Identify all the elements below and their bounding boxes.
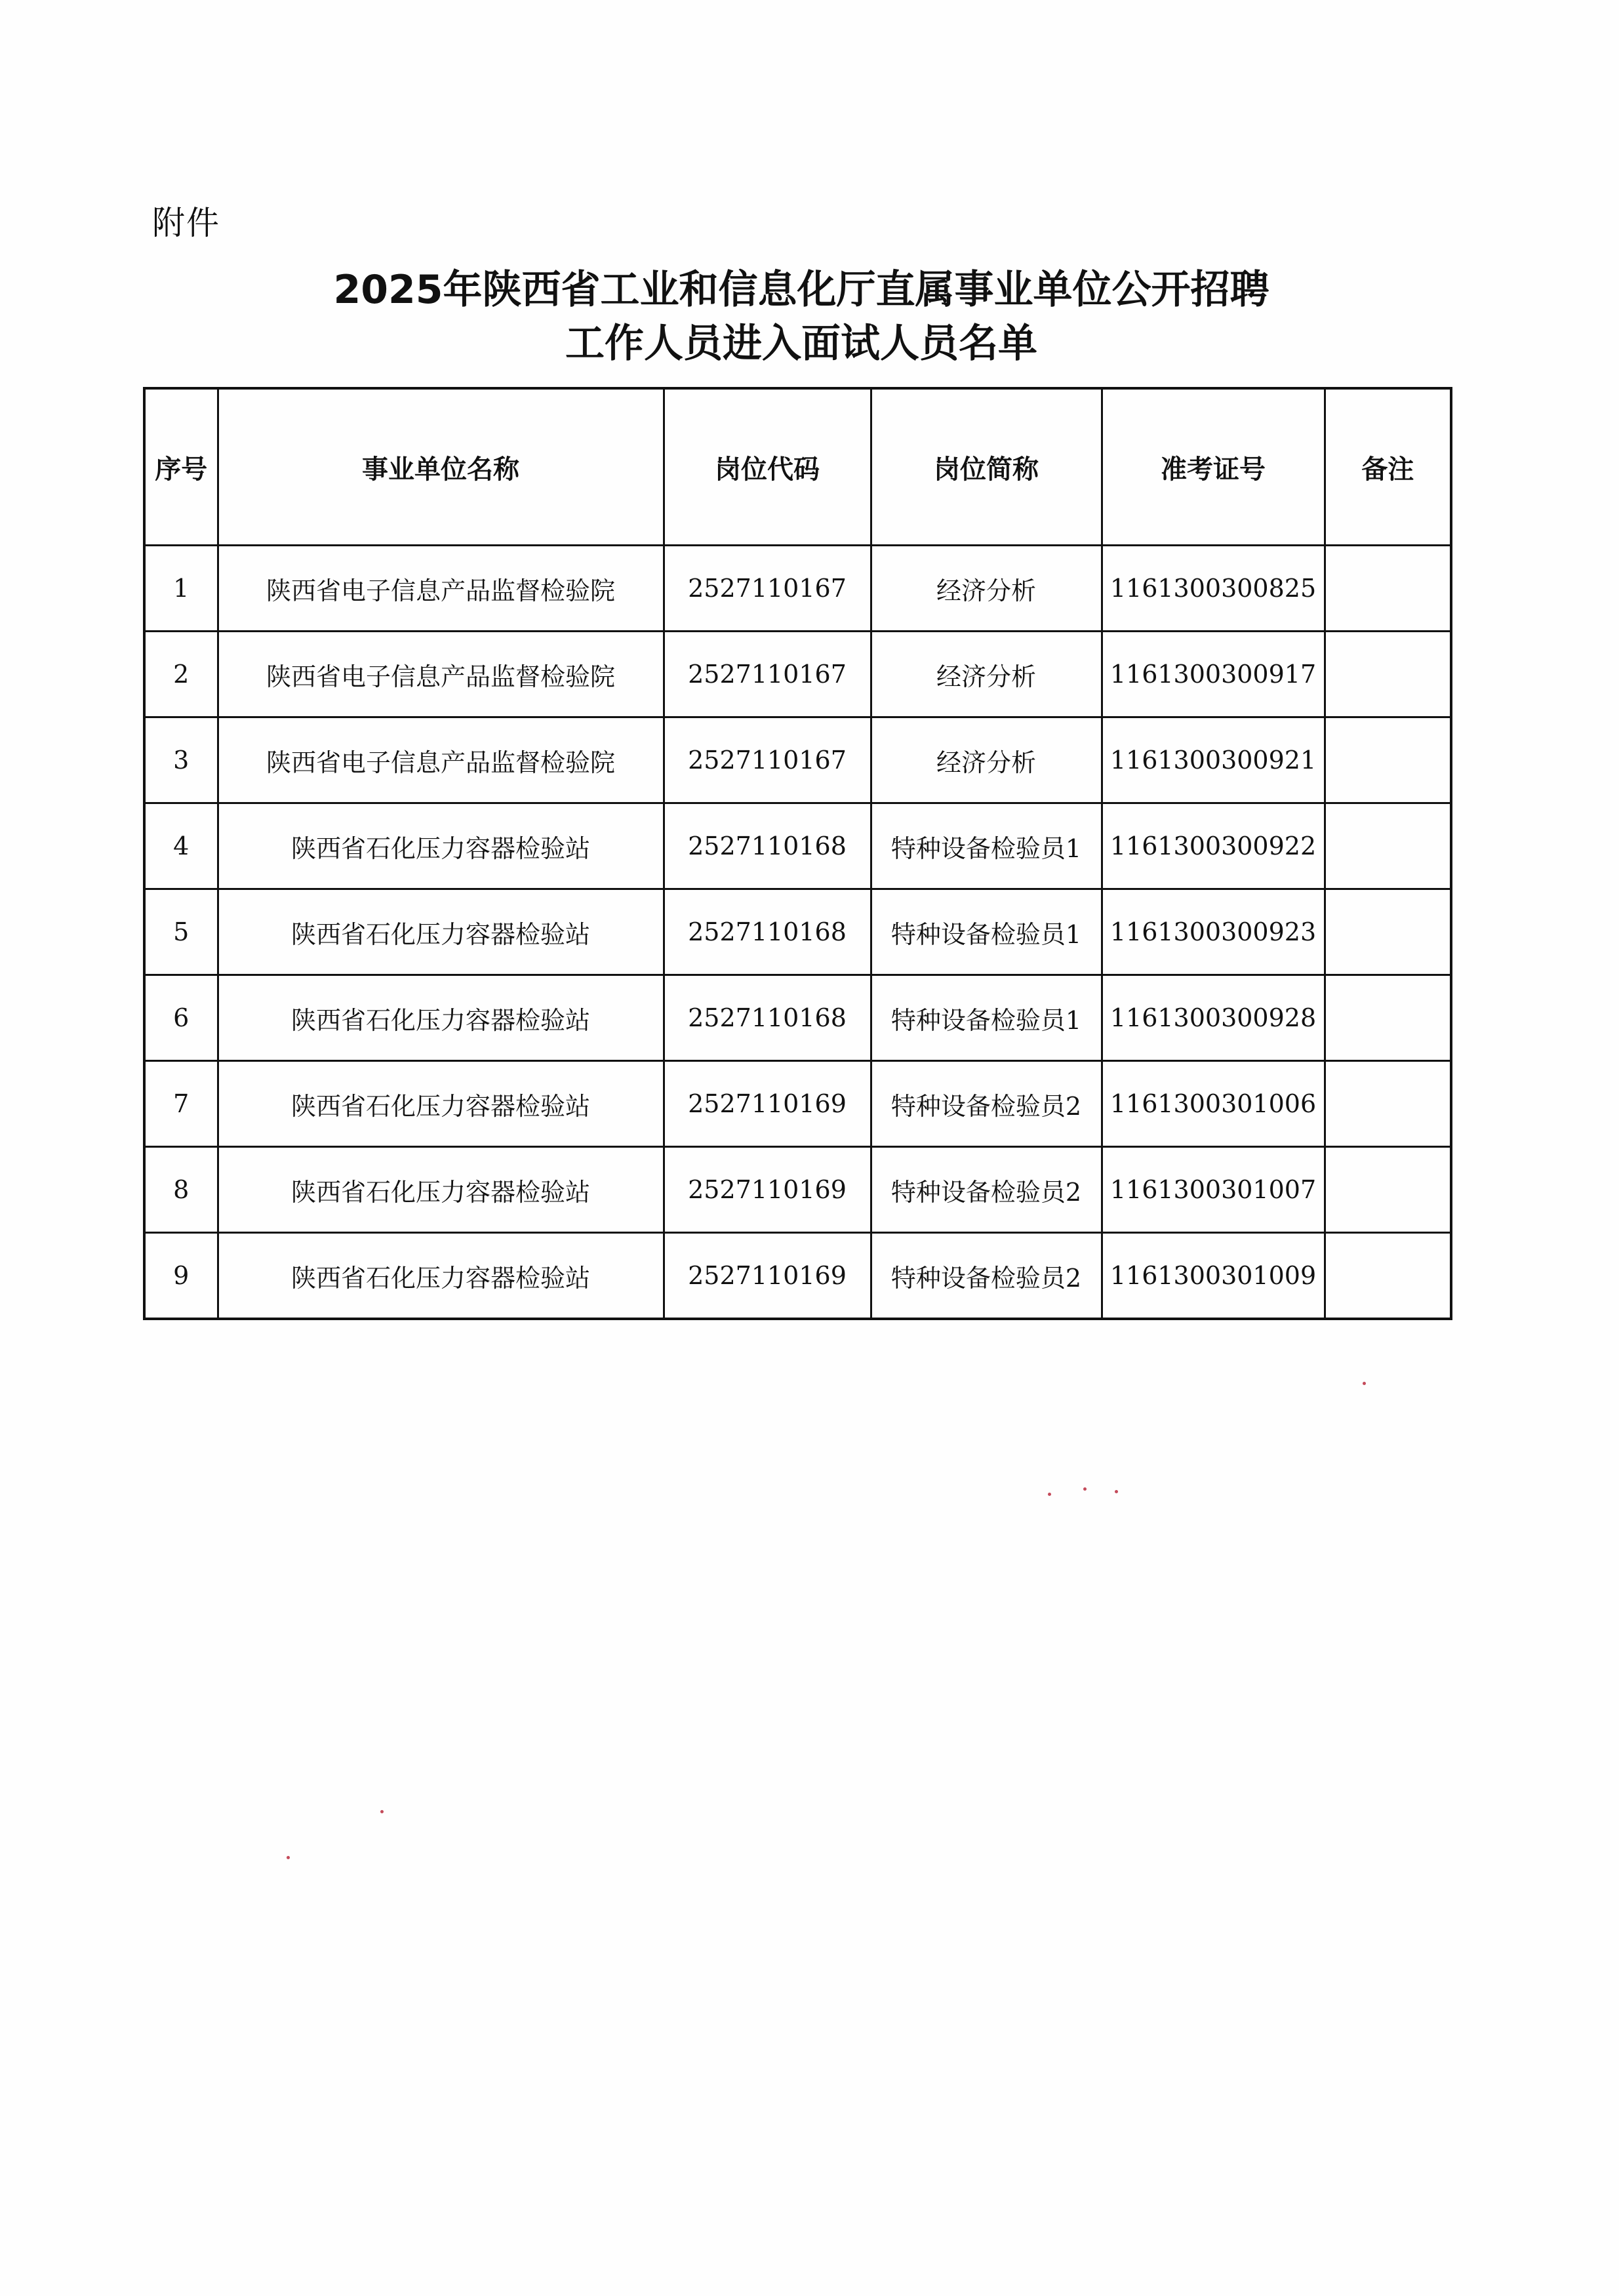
cell-ticket: 1161300300928 [1102, 975, 1325, 1061]
table-row [144, 1233, 1451, 1319]
cell-name: 经济分析 [871, 546, 1102, 632]
cell-code: 2527110167 [664, 632, 871, 717]
cell-note [1325, 1147, 1451, 1233]
table-row [144, 889, 1451, 975]
cell-note [1325, 1233, 1451, 1319]
cell-name: 特种设备检验员1 [871, 975, 1102, 1061]
header-note: 备注 [1325, 388, 1451, 546]
cell-no: 1 [144, 546, 218, 632]
attachment-label: 附件 [152, 204, 220, 242]
cell-name: 经济分析 [871, 717, 1102, 803]
cell-code: 2527110168 [664, 803, 871, 889]
scan-speck [287, 1856, 290, 1859]
cell-ticket: 1161300301009 [1102, 1233, 1325, 1319]
cell-unit: 陕西省石化压力容器检验站 [218, 975, 664, 1061]
table-row [144, 546, 1451, 632]
scan-speck [1048, 1493, 1051, 1496]
table-row [144, 1061, 1451, 1147]
cell-note [1325, 1061, 1451, 1147]
cell-ticket: 1161300300825 [1102, 546, 1325, 632]
cell-ticket: 1161300300921 [1102, 717, 1325, 803]
cell-ticket: 1161300300917 [1102, 632, 1325, 717]
table-row [144, 803, 1451, 889]
cell-note [1325, 717, 1451, 803]
cell-unit: 陕西省石化压力容器检验站 [218, 1061, 664, 1147]
cell-code: 2527110169 [664, 1061, 871, 1147]
table-row [144, 1147, 1451, 1233]
cell-code: 2527110167 [664, 717, 871, 803]
cell-no: 6 [144, 975, 218, 1061]
cell-ticket: 1161300300922 [1102, 803, 1325, 889]
cell-unit: 陕西省电子信息产品监督检验院 [218, 546, 664, 632]
scan-speck [1363, 1382, 1366, 1385]
scan-speck [1083, 1487, 1087, 1491]
cell-ticket: 1161300300923 [1102, 889, 1325, 975]
cell-code: 2527110167 [664, 546, 871, 632]
cell-no: 9 [144, 1233, 218, 1319]
header-name: 岗位简称 [871, 388, 1102, 546]
cell-name: 特种设备检验员1 [871, 803, 1102, 889]
table-row [144, 717, 1451, 803]
interview-roster-table [143, 387, 1452, 1320]
table-row [144, 975, 1451, 1061]
header-unit: 事业单位名称 [218, 388, 664, 546]
cell-unit: 陕西省电子信息产品监督检验院 [218, 717, 664, 803]
cell-no: 2 [144, 632, 218, 717]
cell-code: 2527110169 [664, 1147, 871, 1233]
cell-name: 特种设备检验员1 [871, 889, 1102, 975]
cell-name: 特种设备检验员2 [871, 1061, 1102, 1147]
cell-no: 8 [144, 1147, 218, 1233]
cell-no: 3 [144, 717, 218, 803]
cell-unit: 陕西省石化压力容器检验站 [218, 889, 664, 975]
scan-speck [380, 1810, 384, 1813]
cell-name: 特种设备检验员2 [871, 1233, 1102, 1319]
cell-unit: 陕西省石化压力容器检验站 [218, 1147, 664, 1233]
scan-speck [1115, 1490, 1118, 1493]
table-row [144, 632, 1451, 717]
cell-unit: 陕西省电子信息产品监督检验院 [218, 632, 664, 717]
cell-note [1325, 975, 1451, 1061]
cell-code: 2527110169 [664, 1233, 871, 1319]
document-title-line-1: 2025年陕西省工业和信息化厅直属事业单位公开招聘 [333, 267, 1269, 313]
cell-note [1325, 546, 1451, 632]
cell-ticket: 1161300301007 [1102, 1147, 1325, 1233]
header-no: 序号 [144, 388, 218, 546]
cell-no: 4 [144, 803, 218, 889]
cell-unit: 陕西省石化压力容器检验站 [218, 803, 664, 889]
header-ticket: 准考证号 [1102, 388, 1325, 546]
cell-no: 7 [144, 1061, 218, 1147]
cell-no: 5 [144, 889, 218, 975]
cell-ticket: 1161300301006 [1102, 1061, 1325, 1147]
cell-unit: 陕西省石化压力容器检验站 [218, 1233, 664, 1319]
cell-note [1325, 889, 1451, 975]
document-title-line-2: 工作人员进入面试人员名单 [565, 321, 1037, 367]
header-code: 岗位代码 [664, 388, 871, 546]
cell-name: 特种设备检验员2 [871, 1147, 1102, 1233]
cell-name: 经济分析 [871, 632, 1102, 717]
table-header-row [144, 388, 1451, 546]
cell-note [1325, 632, 1451, 717]
cell-code: 2527110168 [664, 889, 871, 975]
cell-note [1325, 803, 1451, 889]
cell-code: 2527110168 [664, 975, 871, 1061]
